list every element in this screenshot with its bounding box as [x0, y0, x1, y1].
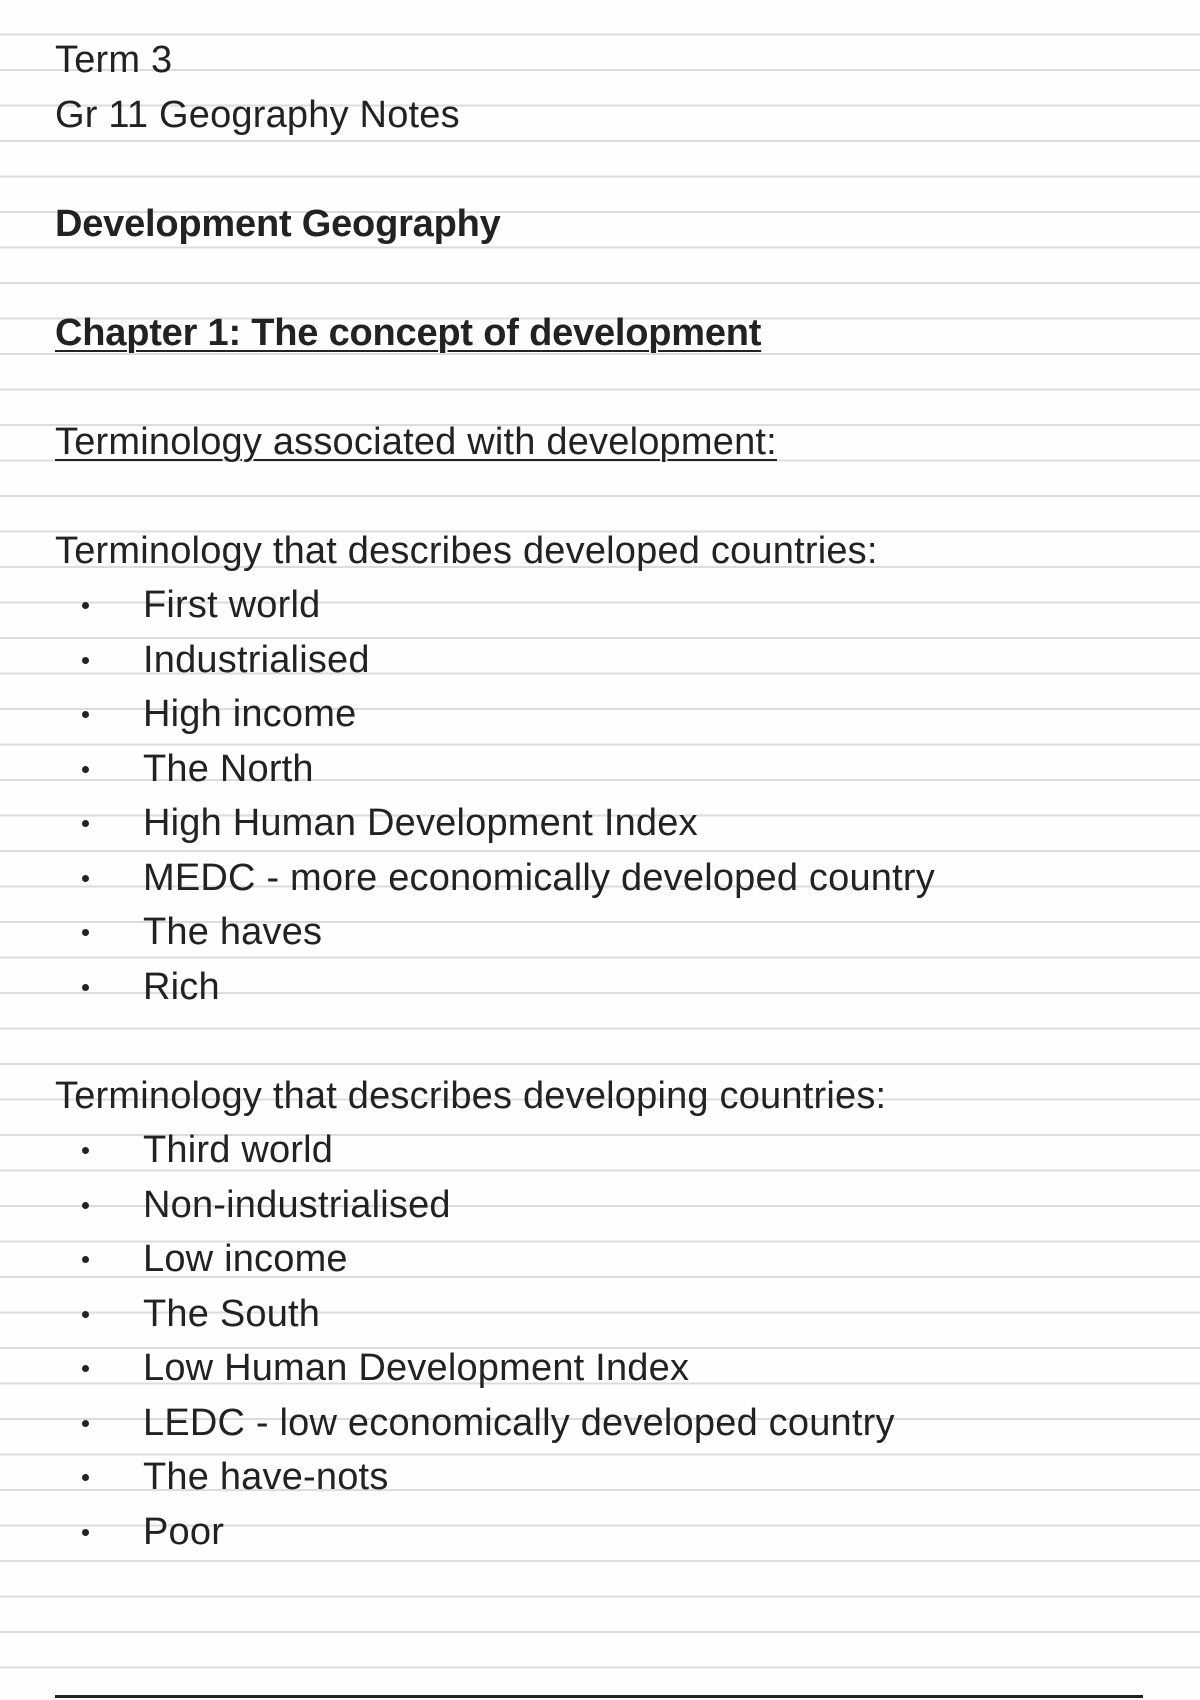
chapter-title: Chapter 1: The concept of development [55, 311, 762, 354]
bullet-icon [82, 602, 89, 609]
bullet-icon [82, 1529, 89, 1536]
list-item-text: The North [143, 747, 314, 790]
bullet-icon [82, 766, 89, 773]
bullet-icon [82, 1311, 89, 1318]
term-label: Term 3 [55, 39, 173, 81]
list-item-text: Non-industrialised [143, 1183, 451, 1226]
bullet-icon [82, 820, 89, 827]
list-item-text: Low Human Development Index [143, 1347, 690, 1389]
list-item-text: High Human Development Index [143, 802, 698, 844]
list-item-text: MEDC - more economically developed country [143, 856, 935, 899]
bullet-icon [82, 1474, 89, 1481]
terminology-subheading: Terminology associated with development: [55, 420, 777, 463]
list-item-text: The South [143, 1292, 321, 1335]
bullet-icon [82, 875, 89, 882]
bullet-icon [82, 1147, 89, 1154]
list-item-text: Poor [143, 1510, 225, 1553]
list-item-text: The have-nots [143, 1456, 389, 1498]
list-item-text: Third world [143, 1129, 334, 1171]
list-item-text: Rich [143, 965, 220, 1008]
page-bottom-rule [55, 1695, 1143, 1698]
section-title: Development Geography [55, 202, 501, 245]
developed-intro: Terminology that describes developed countries: [55, 529, 878, 572]
bullet-icon [82, 711, 89, 718]
list-item-text: Low income [143, 1238, 348, 1280]
list-item-text: High income [143, 693, 357, 735]
bullet-icon [82, 1420, 89, 1427]
list-item-text: First world [143, 584, 321, 626]
list-item-text: LEDC - low economically developed country [143, 1401, 895, 1444]
bullet-icon [82, 929, 89, 936]
bullet-icon [82, 657, 89, 664]
list-item-text: Industrialised [143, 638, 370, 681]
bullet-icon [82, 1256, 89, 1263]
list-item-text: The haves [143, 911, 323, 953]
bullet-icon [82, 984, 89, 991]
bullet-icon [82, 1365, 89, 1372]
bullet-icon [82, 1202, 89, 1209]
course-title: Gr 11 Geography Notes [55, 93, 460, 136]
developing-intro: Terminology that describes developing countries: [55, 1074, 887, 1117]
